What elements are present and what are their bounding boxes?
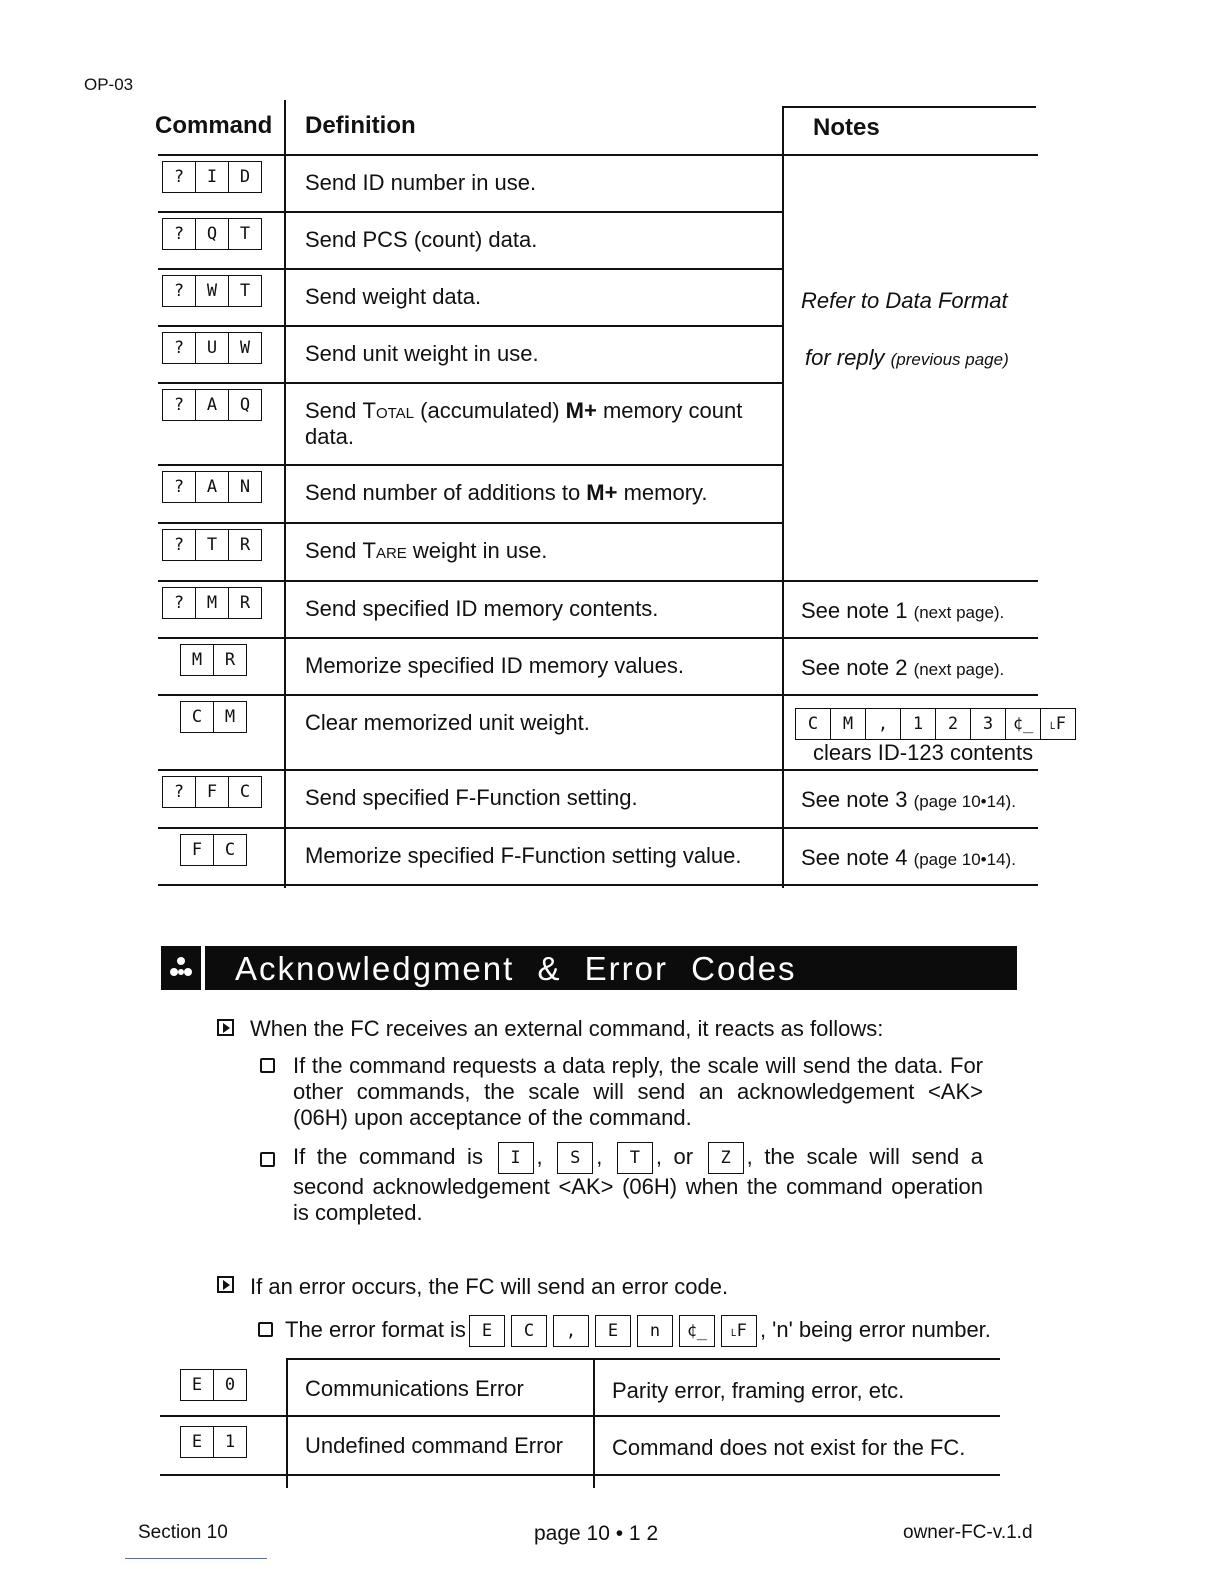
column-divider xyxy=(286,1358,288,1488)
key-cap: Z xyxy=(708,1142,744,1174)
key-cap: M xyxy=(224,707,236,727)
key-cap: S xyxy=(557,1142,593,1174)
command-key-group xyxy=(180,644,247,676)
header-notes: Notes xyxy=(813,114,880,141)
command-key-group xyxy=(162,275,262,307)
page-header: OP-03 xyxy=(84,75,134,94)
key-cap: ? xyxy=(163,588,196,618)
paragraph-2: If an error occurs, the FC will send an error code. xyxy=(250,1274,729,1299)
key-cap: ˪F xyxy=(721,1315,757,1347)
key-cap: 0 xyxy=(224,1375,236,1395)
table-rule xyxy=(288,1358,1000,1360)
key-cap: F xyxy=(181,835,214,865)
key-cap: D xyxy=(239,167,251,187)
table-rule xyxy=(158,522,784,524)
section-title: Acknowledgment & Error Codes xyxy=(235,950,797,987)
key-cap: C xyxy=(181,702,214,732)
definition-text: Send Total (accumulated) M+ memory count data. xyxy=(305,398,743,449)
table-rule xyxy=(158,637,1038,639)
triangle-dots-icon xyxy=(161,946,205,990)
error-key-group xyxy=(180,1426,247,1458)
table-rule xyxy=(158,325,784,327)
key-cap: ? xyxy=(163,276,196,306)
definition-text: Send unit weight in use. xyxy=(305,341,539,366)
key-cap: U xyxy=(196,333,229,363)
command-key-group xyxy=(180,834,247,866)
key-cap: ¢̲ xyxy=(1006,709,1041,739)
key-cap: 3 xyxy=(971,709,1006,739)
definition-text: Clear memorized unit weight. xyxy=(305,710,590,735)
table-rule xyxy=(160,1474,1000,1476)
checkbox-bullet-icon xyxy=(260,1152,275,1167)
note-text: clears ID-123 contents xyxy=(813,740,1034,765)
table-rule xyxy=(158,464,784,466)
note-text: See note 1 (next page). xyxy=(801,598,1005,623)
key-cap: T xyxy=(239,281,251,301)
table-rule xyxy=(158,769,1038,771)
table-rule xyxy=(158,694,1038,696)
paragraph-1: When the FC receives an external command, it reacts as follows: xyxy=(250,1016,884,1041)
checkbox-bullet-icon xyxy=(260,1058,275,1073)
command-key-group xyxy=(162,587,262,619)
footer-version: owner-FC-v.1.d xyxy=(903,1522,1033,1543)
key-cap: C xyxy=(796,709,831,739)
key-cap: W xyxy=(196,276,229,306)
key-cap: I xyxy=(498,1142,534,1174)
definition-text: Send PCS (count) data. xyxy=(305,227,538,252)
key-cap: ¢̲ xyxy=(679,1315,715,1347)
definition-text: Memorize specified F-Function setting value. xyxy=(305,843,742,868)
key-cap: ? xyxy=(163,333,196,363)
command-key-group xyxy=(180,701,247,733)
key-cap: C xyxy=(224,840,236,860)
paragraph-1a: If the command requests a data reply, the scale will send the data. For other commands, the scale will send an acknowledgement <AK> (06H) upon acceptance of the command. xyxy=(293,1053,983,1130)
table-rule xyxy=(158,580,1038,582)
key-cap: , xyxy=(553,1315,589,1347)
key-cap: F xyxy=(196,777,229,807)
note-text: See note 4 (page 10•14). xyxy=(801,845,1016,870)
key-cap: R xyxy=(239,593,251,613)
key-cap: Q xyxy=(196,219,229,249)
command-key-group xyxy=(162,332,262,364)
error-name: Undefined command Error xyxy=(305,1433,564,1458)
key-cap: ? xyxy=(163,777,196,807)
key-cap: ˪F xyxy=(1050,714,1066,734)
key-cap: 1 xyxy=(901,709,936,739)
arrow-bullet-icon xyxy=(217,1276,234,1293)
error-key-group xyxy=(180,1369,247,1401)
error-description: Parity error, framing error, etc. xyxy=(612,1378,905,1403)
arrow-bullet-icon xyxy=(217,1019,234,1036)
paragraph-2a: The error format is E C , E n ¢̲ ˪F , 'n' being error number. xyxy=(285,1315,991,1347)
definition-text: Memorize specified ID memory values. xyxy=(305,653,685,678)
key-cap: T xyxy=(239,224,251,244)
definition-text: Send Tare weight in use. xyxy=(305,538,548,563)
key-cap: 2 xyxy=(936,709,971,739)
definition-text: Send specified F-Function setting. xyxy=(305,785,638,810)
table-rule xyxy=(158,382,784,384)
key-cap: C xyxy=(511,1315,547,1347)
table-rule xyxy=(782,106,1036,108)
note-key-group xyxy=(795,708,1076,740)
definition-text: Send weight data. xyxy=(305,284,482,309)
column-divider xyxy=(593,1358,595,1488)
key-cap: E xyxy=(595,1315,631,1347)
error-description: Command does not exist for the FC. xyxy=(612,1435,966,1460)
key-cap: ? xyxy=(163,219,196,249)
key-cap: E xyxy=(469,1315,505,1347)
key-cap: R xyxy=(224,650,236,670)
command-key-group xyxy=(162,389,262,421)
merged-note-line2: for reply (previous page) xyxy=(805,345,1009,370)
paragraph-1b: If the command is I , S , T , or Z , the scale will send a second acknowledgement <AK> (06H) when the command operation is completed. xyxy=(293,1143,983,1225)
key-cap: E xyxy=(181,1370,214,1400)
section-banner xyxy=(161,946,1017,990)
definition-text: Send specified ID memory contents. xyxy=(305,596,659,621)
error-table xyxy=(160,1358,1000,1488)
key-cap: ? xyxy=(163,472,196,502)
command-key-group xyxy=(162,529,262,561)
key-cap: E xyxy=(181,1427,214,1457)
key-cap: A xyxy=(196,390,229,420)
key-cap: I xyxy=(196,162,229,192)
key-cap: M xyxy=(196,588,229,618)
error-name: Communications Error xyxy=(305,1376,524,1401)
table-rule xyxy=(160,1415,1000,1417)
key-cap: ? xyxy=(163,530,196,560)
key-cap: , xyxy=(866,709,901,739)
key-cap: 1 xyxy=(224,1432,236,1452)
key-cap: ? xyxy=(163,162,196,192)
key-cap: M xyxy=(831,709,866,739)
header-definition: Definition xyxy=(305,112,416,139)
table-rule xyxy=(158,211,784,213)
command-key-group xyxy=(162,161,262,193)
key-cap: N xyxy=(239,477,251,497)
key-cap: ? xyxy=(163,390,196,420)
command-key-group xyxy=(162,776,262,808)
merged-note-line1: Refer to Data Format xyxy=(801,288,1008,313)
header-command: Command xyxy=(155,112,273,139)
key-cap: R xyxy=(239,535,251,555)
key-cap: Q xyxy=(239,395,251,415)
note-text: See note 2 (next page). xyxy=(801,655,1005,680)
footer-page: page 10 • 1 2 xyxy=(534,1522,659,1545)
footer-section: Section 10 xyxy=(138,1522,228,1543)
table-rule xyxy=(158,154,1038,156)
key-cap: A xyxy=(196,472,229,502)
key-cap: T xyxy=(617,1142,653,1174)
footer-rule xyxy=(125,1558,267,1559)
table-rule xyxy=(158,884,1038,886)
command-key-group xyxy=(162,218,262,250)
definition-text: Send ID number in use. xyxy=(305,170,537,195)
key-cap: W xyxy=(239,338,251,358)
note-text: See note 3 (page 10•14). xyxy=(801,787,1016,812)
table-rule xyxy=(158,827,1038,829)
key-cap: n xyxy=(637,1315,673,1347)
checkbox-bullet-icon xyxy=(258,1322,273,1337)
command-key-group xyxy=(162,471,262,503)
key-cap: M xyxy=(181,645,214,675)
definition-text: Send number of additions to M+ memory. xyxy=(305,480,708,505)
key-cap: T xyxy=(196,530,229,560)
table-rule xyxy=(158,268,784,270)
key-cap: C xyxy=(239,782,251,802)
